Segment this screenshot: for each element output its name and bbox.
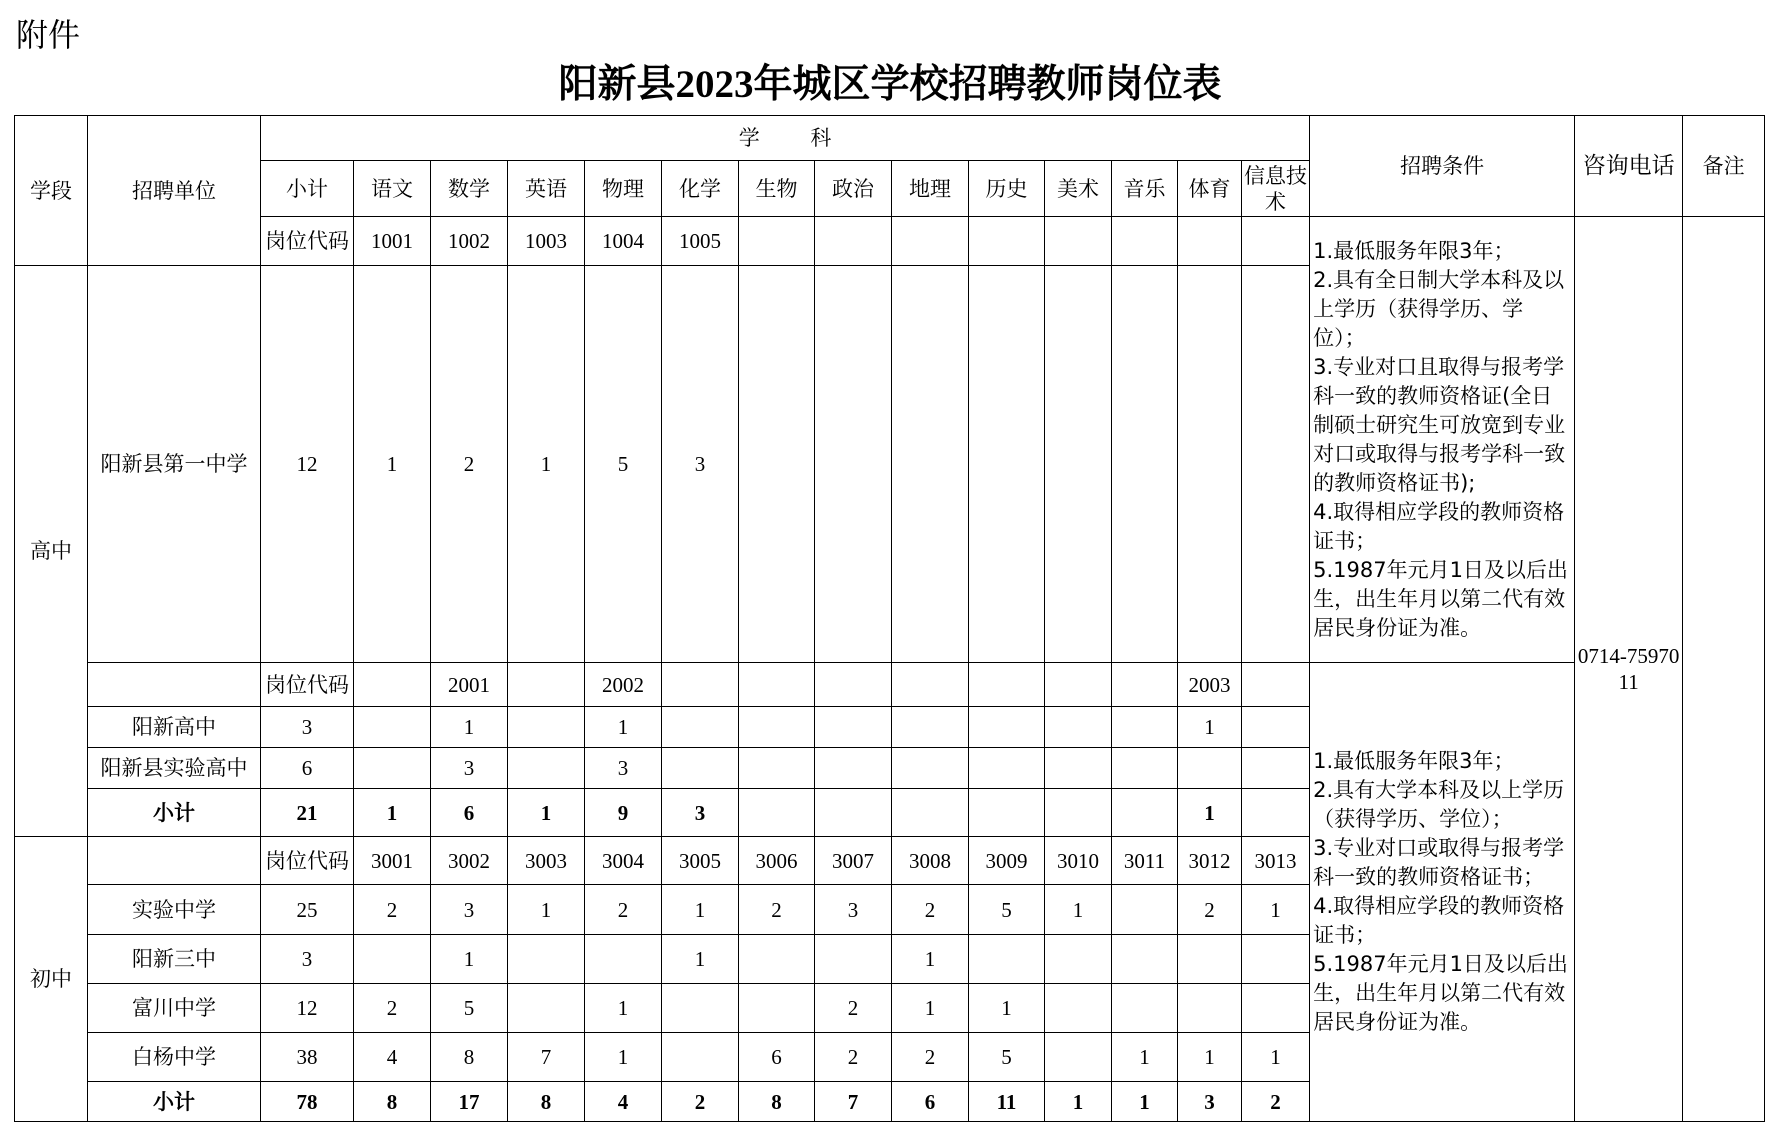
- position-code: 3003: [508, 837, 585, 885]
- quota-subtotal: 25: [261, 885, 354, 935]
- remarks-cell: [1683, 217, 1765, 1122]
- subject-header: 化学: [662, 161, 739, 217]
- subtotal-cell: 8: [508, 1082, 585, 1122]
- position-code: 2003: [1178, 663, 1242, 707]
- position-code: [1242, 663, 1310, 707]
- quota-count: [1242, 748, 1310, 789]
- quota-count: 2: [815, 1033, 892, 1082]
- quota-subtotal: 38: [261, 1033, 354, 1082]
- positions-table: [14, 115, 1765, 1122]
- quota-subtotal: 12: [261, 266, 354, 663]
- header-stage: 学段: [15, 116, 88, 266]
- quota-count: 3: [431, 885, 508, 935]
- quota-count: [1242, 266, 1310, 663]
- header-unit: 招聘单位: [88, 116, 261, 266]
- subtotal-cell: 8: [354, 1082, 431, 1122]
- subtotal-cell: 6: [892, 1082, 969, 1122]
- position-code: 3008: [892, 837, 969, 885]
- subtotal-cell: 1: [1112, 1082, 1178, 1122]
- condition-item: 1.最低服务年限3年；: [1313, 238, 1515, 263]
- conditions-block-2: [1310, 663, 1575, 1122]
- position-code: 3002: [431, 837, 508, 885]
- table-row: [15, 663, 1765, 707]
- subtotal-cell: 78: [261, 1082, 354, 1122]
- header-conditions: 招聘条件: [1310, 116, 1575, 217]
- quota-count: 2: [431, 266, 508, 663]
- position-code: [739, 663, 815, 707]
- header-remarks: 备注: [1683, 116, 1765, 217]
- quota-count: 2: [892, 885, 969, 935]
- position-code: [892, 217, 969, 266]
- position-code: [1178, 217, 1242, 266]
- subtotal-cell: 8: [739, 1082, 815, 1122]
- position-code: 2002: [585, 663, 662, 707]
- header-row: [15, 116, 1765, 161]
- position-code: [969, 663, 1045, 707]
- subject-header: 政治: [815, 161, 892, 217]
- quota-count: 1: [892, 935, 969, 984]
- quota-count: [1045, 935, 1112, 984]
- subtotal-cell: 11: [969, 1082, 1045, 1122]
- quota-count: [969, 935, 1045, 984]
- condition-item: 1.最低服务年限3年；: [1313, 749, 1515, 773]
- position-code: 3007: [815, 837, 892, 885]
- position-code: 3011: [1112, 837, 1178, 885]
- quota-count: 1: [662, 935, 739, 984]
- attachment-label: 附件: [16, 16, 81, 54]
- subject-header: 美术: [1045, 161, 1112, 217]
- quota-count: [1242, 935, 1310, 984]
- quota-count: 1: [585, 1033, 662, 1082]
- quota-count: [739, 748, 815, 789]
- position-code: 3006: [739, 837, 815, 885]
- header-phone: 咨询电话: [1575, 116, 1683, 217]
- subtotal-cell: [815, 789, 892, 837]
- position-code: 3013: [1242, 837, 1310, 885]
- quota-count: 3: [815, 885, 892, 935]
- header-subject-group: 学 科: [261, 116, 1310, 161]
- subject-header: 生物: [739, 161, 815, 217]
- position-code: [815, 663, 892, 707]
- condition-item: 2.具有全日制大学本科及以上学历（获得学历、学位）；: [1313, 267, 1565, 350]
- quota-count: [892, 707, 969, 748]
- stage-high-school: 高中: [15, 266, 88, 837]
- quota-count: [1178, 935, 1242, 984]
- position-code: [662, 663, 739, 707]
- subtotal-label: 小计: [88, 1082, 261, 1122]
- quota-count: [739, 707, 815, 748]
- subtotal-cell: 21: [261, 789, 354, 837]
- position-code: 1003: [508, 217, 585, 266]
- subtotal-cell: 2: [1242, 1082, 1310, 1122]
- quota-count: [1045, 1033, 1112, 1082]
- position-code: 3001: [354, 837, 431, 885]
- subject-header: 历史: [969, 161, 1045, 217]
- subtotal-cell: 3: [662, 789, 739, 837]
- quota-count: [662, 707, 739, 748]
- subtotal-cell: 7: [815, 1082, 892, 1122]
- quota-subtotal: 6: [261, 748, 354, 789]
- unit-name-empty: [88, 837, 261, 885]
- quota-count: [508, 707, 585, 748]
- unit-name: 白杨中学: [88, 1033, 261, 1082]
- quota-count: 3: [585, 748, 662, 789]
- quota-count: [1045, 984, 1112, 1033]
- quota-count: 7: [508, 1033, 585, 1082]
- quota-count: 1: [585, 707, 662, 748]
- quota-count: 1: [431, 707, 508, 748]
- position-code: [354, 663, 431, 707]
- quota-count: 1: [354, 266, 431, 663]
- position-code: 2001: [431, 663, 508, 707]
- position-code: 3004: [585, 837, 662, 885]
- quota-count: [354, 935, 431, 984]
- quota-count: 4: [354, 1033, 431, 1082]
- subject-header: 小计: [261, 161, 354, 217]
- condition-item: 5.1987年元月1日及以后出生，出生年月以第二代有效居民身份证为准。: [1313, 952, 1568, 1034]
- quota-count: [662, 1033, 739, 1082]
- position-code: [969, 217, 1045, 266]
- position-code: [1045, 217, 1112, 266]
- position-code: 1005: [662, 217, 739, 266]
- position-code: 3010: [1045, 837, 1112, 885]
- subject-header: 体育: [1178, 161, 1242, 217]
- quota-count: 5: [969, 1033, 1045, 1082]
- subtotal-cell: 1: [1045, 1082, 1112, 1122]
- quota-count: [1242, 984, 1310, 1033]
- quota-count: [969, 266, 1045, 663]
- quota-count: 6: [739, 1033, 815, 1082]
- subtotal-cell: 1: [1178, 789, 1242, 837]
- subject-header: 物理: [585, 161, 662, 217]
- quota-subtotal: 3: [261, 935, 354, 984]
- subtotal-cell: 17: [431, 1082, 508, 1122]
- quota-count: 1: [1242, 1033, 1310, 1082]
- quota-count: 1: [431, 935, 508, 984]
- stage-junior-high: 初中: [15, 837, 88, 1122]
- table-row: [15, 217, 1765, 266]
- quota-count: [662, 984, 739, 1033]
- unit-name: 富川中学: [88, 984, 261, 1033]
- quota-count: [1178, 984, 1242, 1033]
- position-code: 1002: [431, 217, 508, 266]
- quota-count: 3: [662, 266, 739, 663]
- position-code: 3005: [662, 837, 739, 885]
- quota-count: [354, 707, 431, 748]
- subject-header: 英语: [508, 161, 585, 217]
- position-code: [1045, 663, 1112, 707]
- quota-count: [662, 748, 739, 789]
- quota-count: 5: [585, 266, 662, 663]
- quota-count: [815, 748, 892, 789]
- position-code: [1242, 217, 1310, 266]
- quota-count: 1: [1242, 885, 1310, 935]
- unit-name: 阳新县第一中学: [88, 266, 261, 663]
- position-code: 1001: [354, 217, 431, 266]
- position-code: [739, 217, 815, 266]
- quota-count: [739, 266, 815, 663]
- position-code: 1004: [585, 217, 662, 266]
- condition-item: 5.1987年元月1日及以后出生，出生年月以第二代有效居民身份证为准。: [1313, 557, 1568, 640]
- quota-count: 2: [815, 984, 892, 1033]
- unit-name: 阳新县实验高中: [88, 748, 261, 789]
- quota-count: [892, 748, 969, 789]
- condition-item: 4.取得相应学段的教师资格证书；: [1313, 894, 1565, 947]
- quota-count: 1: [508, 266, 585, 663]
- position-code: [1112, 663, 1178, 707]
- quota-count: 8: [431, 1033, 508, 1082]
- position-code-label: 岗位代码: [261, 217, 354, 266]
- quota-count: [508, 748, 585, 789]
- quota-count: [739, 935, 815, 984]
- subtotal-cell: 6: [431, 789, 508, 837]
- quota-count: 2: [1178, 885, 1242, 935]
- quota-count: 2: [354, 984, 431, 1033]
- quota-count: [354, 748, 431, 789]
- unit-name: 实验中学: [88, 885, 261, 935]
- quota-count: [815, 707, 892, 748]
- quota-count: [1045, 707, 1112, 748]
- quota-count: [1112, 748, 1178, 789]
- subtotal-cell: 2: [662, 1082, 739, 1122]
- quota-count: [1178, 748, 1242, 789]
- quota-count: [1112, 266, 1178, 663]
- quota-count: [1112, 984, 1178, 1033]
- condition-item: 3.专业对口且取得与报考学科一致的教师资格证(全日制硕士研究生可放宽到专业对口或取得与报考学科一致的教师资格证书);: [1313, 354, 1566, 495]
- quota-count: 1: [1112, 1033, 1178, 1082]
- subtotal-cell: [1112, 789, 1178, 837]
- unit-name: 阳新三中: [88, 935, 261, 984]
- position-code: 3009: [969, 837, 1045, 885]
- quota-count: 1: [662, 885, 739, 935]
- subtotal-cell: 9: [585, 789, 662, 837]
- quota-count: [585, 935, 662, 984]
- subtotal-cell: 1: [508, 789, 585, 837]
- condition-item: 4.取得相应学段的教师资格证书；: [1313, 499, 1565, 553]
- quota-count: [969, 707, 1045, 748]
- quota-count: 3: [431, 748, 508, 789]
- position-code: [892, 663, 969, 707]
- quota-count: [1045, 266, 1112, 663]
- subtotal-cell: [1045, 789, 1112, 837]
- position-code: [1112, 217, 1178, 266]
- quota-count: [1112, 707, 1178, 748]
- subtotal-cell: 1: [354, 789, 431, 837]
- quota-count: [1242, 707, 1310, 748]
- quota-count: [508, 935, 585, 984]
- subject-header: 地理: [892, 161, 969, 217]
- quota-count: [739, 984, 815, 1033]
- phone-number: 0714-7597011: [1575, 217, 1683, 1122]
- quota-subtotal: 3: [261, 707, 354, 748]
- quota-count: 1: [508, 885, 585, 935]
- quota-count: 1: [969, 984, 1045, 1033]
- page-title: 阳新县2023年城区学校招聘教师岗位表: [558, 63, 1222, 106]
- subtotal-cell: [739, 789, 815, 837]
- unit-name-empty: [88, 663, 261, 707]
- quota-count: 1: [1178, 707, 1242, 748]
- quota-count: [815, 935, 892, 984]
- position-code: [508, 663, 585, 707]
- quota-count: 2: [739, 885, 815, 935]
- subtotal-label: 小计: [88, 789, 261, 837]
- subject-header: 信息技术: [1242, 161, 1310, 217]
- quota-count: [1045, 748, 1112, 789]
- subtotal-cell: 4: [585, 1082, 662, 1122]
- quota-count: [1112, 885, 1178, 935]
- condition-item: 2.具有大学本科及以上学历（获得学历、学位）；: [1313, 778, 1565, 831]
- subtotal-cell: [892, 789, 969, 837]
- quota-count: 5: [431, 984, 508, 1033]
- position-code-label: 岗位代码: [261, 663, 354, 707]
- position-code-label: 岗位代码: [261, 837, 354, 885]
- subtotal-cell: [969, 789, 1045, 837]
- condition-item: 3.专业对口或取得与报考学科一致的教师资格证书；: [1313, 836, 1565, 889]
- unit-name: 阳新高中: [88, 707, 261, 748]
- subject-header: 音乐: [1112, 161, 1178, 217]
- conditions-block-1: [1310, 217, 1575, 663]
- quota-count: 1: [585, 984, 662, 1033]
- subject-header: 数学: [431, 161, 508, 217]
- quota-count: [969, 748, 1045, 789]
- quota-count: 1: [1045, 885, 1112, 935]
- quota-count: 5: [969, 885, 1045, 935]
- quota-count: [1178, 266, 1242, 663]
- subject-header: 语文: [354, 161, 431, 217]
- quota-count: [815, 266, 892, 663]
- quota-count: 2: [585, 885, 662, 935]
- quota-count: [892, 266, 969, 663]
- subtotal-cell: [1242, 789, 1310, 837]
- quota-count: [1112, 935, 1178, 984]
- quota-count: 1: [1178, 1033, 1242, 1082]
- quota-count: 1: [892, 984, 969, 1033]
- position-code: [815, 217, 892, 266]
- quota-count: 2: [892, 1033, 969, 1082]
- quota-subtotal: 12: [261, 984, 354, 1033]
- position-code: 3012: [1178, 837, 1242, 885]
- quota-count: [508, 984, 585, 1033]
- subtotal-cell: 3: [1178, 1082, 1242, 1122]
- quota-count: 2: [354, 885, 431, 935]
